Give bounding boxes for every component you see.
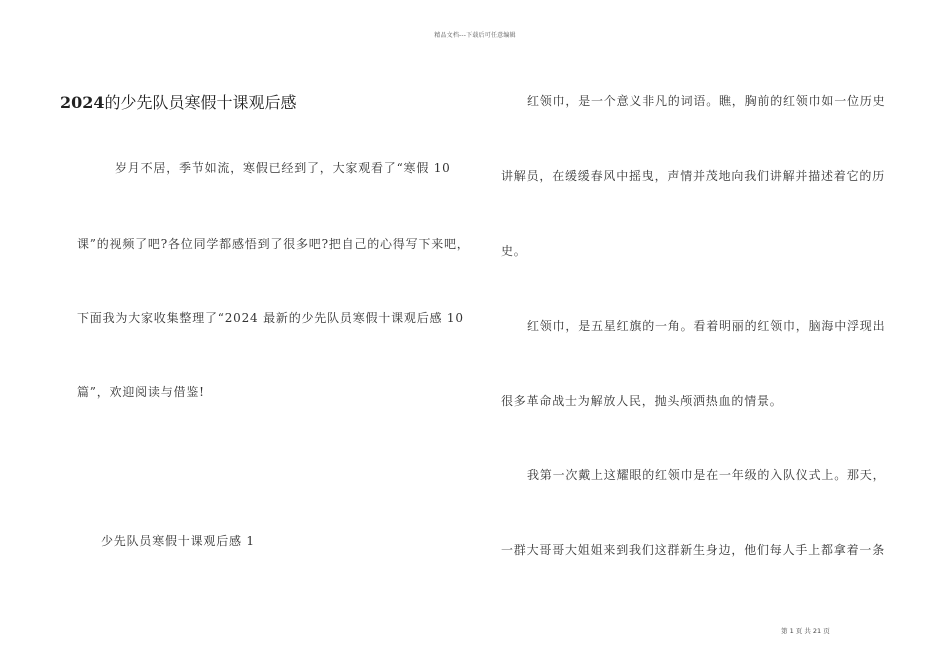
left-line-3: 下面我为大家收集整理了“2024 最新的少先队员寒假十课观后感 10 [77,311,464,325]
right-line-1: 红领巾，是一个意义非凡的词语。瞧，胸前的红领巾如一位历史 [527,94,886,108]
page-header: 精品文档---下载后可任意编辑 [434,32,516,39]
right-line-6: 我第一次戴上这耀眼的红领巾是在一年级的入队仪式上。那天， [527,468,886,482]
page-number: 第 1 页 共 21 页 [781,627,830,635]
document-title [60,90,297,113]
title-text: 的少先队员寒假十课观后感 [104,93,297,112]
right-line-7: 一群大哥哥大姐姐来到我们这群新生身边，他们每人手上都拿着一条 [501,543,886,557]
right-line-2: 讲解员，在缓缓春风中摇曳，声情并茂地向我们讲解并描述着它的历 [501,169,886,183]
left-section-heading: 少先队员寒假十课观后感 1 [101,534,255,548]
title-year: 2024 [60,93,105,112]
right-line-5: 很多革命战士为解放人民，抛头颅洒热血的情景。 [501,394,783,408]
left-line-2: 课”的视频了吧?各位同学都感悟到了很多吧?把自己的心得写下来吧， [77,237,470,251]
right-line-4: 红领巾，是五星红旗的一角。看着明丽的红领巾，脑海中浮现出 [527,319,886,333]
left-line-1: 岁月不居，季节如流，寒假已经到了，大家观看了“寒假 10 [115,161,451,175]
left-line-4: 篇”，欢迎阅读与借鉴! [77,385,205,399]
right-line-3: 史。 [501,244,527,258]
